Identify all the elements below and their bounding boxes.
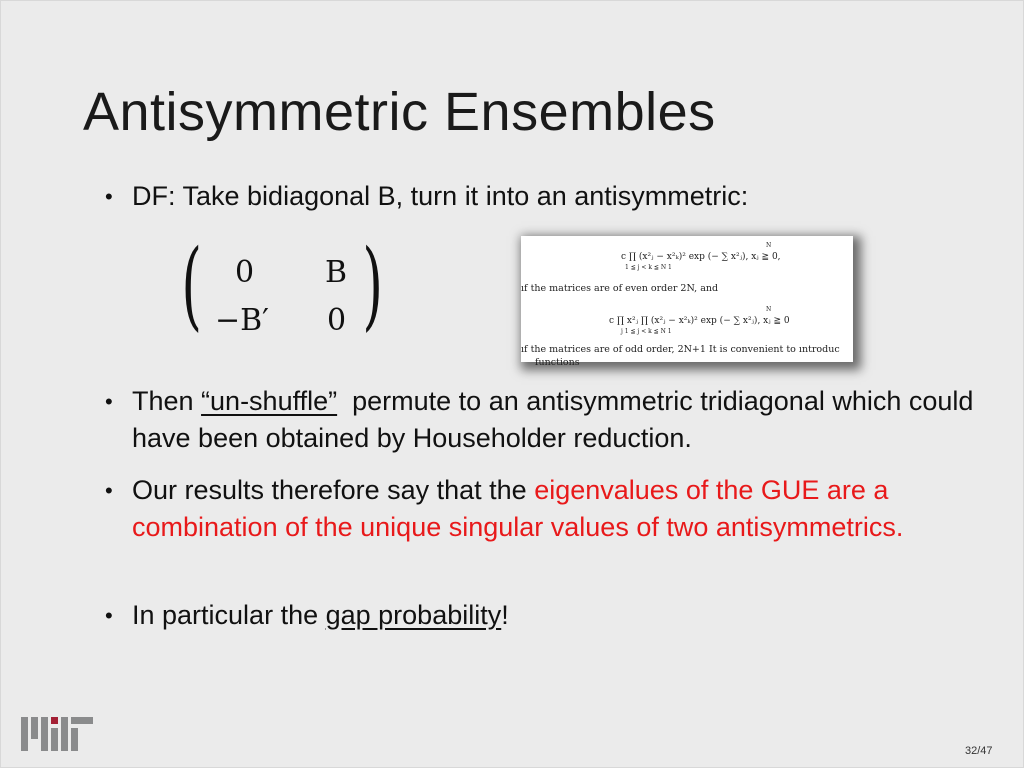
excerpt-prose-3: functions <box>535 357 580 368</box>
matrix-cell-22: 0 <box>327 303 347 338</box>
gap-probability-term: gap probability <box>325 600 502 630</box>
matrix-cell-12: B <box>325 255 348 290</box>
excerpt-prose-1: ıf the matrices are of even order 2N, and <box>521 283 719 294</box>
bullet-1 <box>105 178 975 215</box>
excerpt-formula-1-sub: 1 ≦ j < k ≦ N 1 <box>625 264 672 271</box>
bullet-2-text: Then “un-shuffle” permute to an antisymmetric tridiagonal which could have been obtained by Householder reduction. <box>132 386 981 453</box>
excerpt-formula-1: c ∏ (x²ⱼ − x²ₖ)² exp (− ∑ x²ⱼ), xⱼ ≧ 0, <box>621 252 781 262</box>
bullet-4-text: In particular the gap probability! <box>132 600 509 630</box>
bullet-1-text: DF: Take bidiagonal B, turn it into an antisymmetric: <box>132 181 749 211</box>
excerpt-formula-2-sub: j 1 ≦ j < k ≦ N 1 <box>621 328 672 335</box>
matrix-cell-11: 0 <box>235 255 255 290</box>
excerpt-formula-2: c ∏ x²ⱼ ∏ (x²ⱼ − x²ₖ)² exp (− ∑ x²ⱼ), xⱼ ≧ 0 <box>609 316 790 326</box>
matrix-cell-21: −B′ <box>215 303 269 338</box>
bullet-marker: • <box>105 603 113 628</box>
excerpt-formula-1-sup: N <box>766 242 772 249</box>
bullet-3-text: Our results therefore say that the eigenvalues of the GUE are a combination of the unique singular values of two antisymmetrics. <box>132 475 904 542</box>
bullet-3 <box>105 472 975 546</box>
excerpt-prose-2: ıf the matrices are of odd order, 2N+1 It is convenient to ıntroduc <box>521 344 840 355</box>
bullet-4 <box>105 597 975 634</box>
mit-logo <box>21 717 93 751</box>
bullet-marker: • <box>105 184 113 209</box>
bullet-marker: • <box>105 389 113 414</box>
unshuffle-term: “un-shuffle” <box>201 386 338 416</box>
antisymmetric-block-matrix: ( 0 B −B′ 0 ) <box>181 229 383 341</box>
scanned-formula-excerpt <box>521 236 853 368</box>
page-number: 32/47 <box>965 745 993 757</box>
excerpt-formula-2-sup: N <box>766 306 772 313</box>
bullet-2 <box>105 383 981 457</box>
bullet-marker: • <box>105 478 113 503</box>
slide-title: Antisymmetric Ensembles <box>83 82 716 142</box>
highlighted-conclusion: eigenvalues of the GUE are a combination of the unique singular values of two antisymmetrics. <box>132 475 904 542</box>
